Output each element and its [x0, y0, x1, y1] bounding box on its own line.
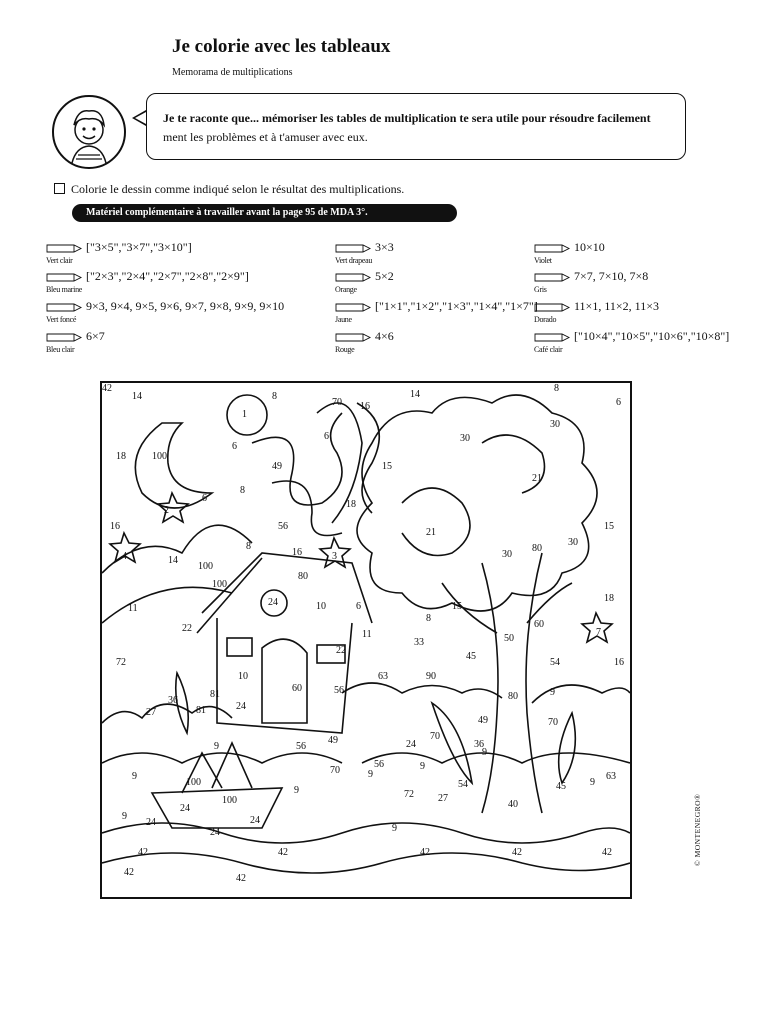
picture-number: 6 — [232, 441, 237, 452]
picture-number: 30 — [568, 537, 578, 548]
legend-color-name: Vert clair — [46, 256, 73, 265]
picture-number: 6 — [616, 397, 621, 408]
picture-number: 100 — [212, 579, 227, 590]
legend-color-name: Café clair — [534, 345, 563, 354]
pencil-icon — [534, 333, 570, 342]
picture-number: 56 — [278, 521, 288, 532]
legend-color-name: Dorado — [534, 315, 557, 324]
picture-number: 8 — [272, 391, 277, 402]
picture-number: 54 — [458, 779, 468, 790]
picture-number: 9 — [132, 771, 137, 782]
picture-number: 49 — [272, 461, 282, 472]
pencil-icon — [335, 333, 371, 342]
picture-number: 56 — [334, 685, 344, 696]
picture-number: 45 — [466, 651, 476, 662]
picture-number: 16 — [360, 401, 370, 412]
picture-drawing — [102, 383, 630, 897]
picture-number: 27 — [438, 793, 448, 804]
picture-number: 1 — [242, 409, 247, 420]
picture-number: 9 — [122, 811, 127, 822]
picture-number: 100 — [186, 777, 201, 788]
picture-number: 16 — [292, 547, 302, 558]
picture-number: 33 — [414, 637, 424, 648]
picture-number: 10 — [316, 601, 326, 612]
picture-number: 24 — [146, 817, 156, 828]
pencil-icon — [534, 244, 570, 253]
picture-number: 24 — [210, 827, 220, 838]
picture-number: 40 — [508, 799, 518, 810]
picture-number: 90 — [426, 671, 436, 682]
picture-number: 22 — [182, 623, 192, 634]
picture-number: 8 — [240, 485, 245, 496]
picture-number: 60 — [292, 683, 302, 694]
picture-number: 42 — [102, 383, 112, 394]
picture-number: 100 — [222, 795, 237, 806]
legend-color-name: Bleu clair — [46, 345, 75, 354]
picture-number: 9 — [482, 747, 487, 758]
instruction-text: Colorie le dessin comme indiqué selon le résultat des multiplications. — [71, 182, 405, 196]
picture-number: 42 — [138, 847, 148, 858]
picture-number: 18 — [346, 499, 356, 510]
picture-number: 100 — [198, 561, 213, 572]
checkbox-icon — [54, 183, 65, 194]
picture-number: 30 — [550, 419, 560, 430]
picture-number: 27 — [146, 707, 156, 718]
picture-number: 63 — [606, 771, 616, 782]
copyright: © MONTENEGRO® — [693, 793, 702, 866]
legend-expression: ["10×4","10×5","10×6","10×8"] — [574, 329, 730, 343]
pencil-icon — [534, 303, 570, 312]
picture-number: 14 — [168, 555, 178, 566]
legend-expression: ["3×5","3×7","3×10"] — [86, 240, 192, 254]
picture-number: 30 — [460, 433, 470, 444]
picture-number: 6 — [324, 431, 329, 442]
pencil-icon — [46, 303, 82, 312]
picture-number: 72 — [116, 657, 126, 668]
picture-number: 36 — [474, 739, 484, 750]
picture-number: 18 — [116, 451, 126, 462]
picture-number: 9 — [368, 769, 373, 780]
picture-number: 42 — [278, 847, 288, 858]
legend-color-name: Rouge — [335, 345, 355, 354]
picture-number: 42 — [124, 867, 134, 878]
pencil-icon — [534, 273, 570, 282]
bubble-text-line-1: Je te raconte que... mémoriser les tables de multiplication te sera utile pour résoudre facilement — [163, 111, 651, 125]
picture-number: 100 — [152, 451, 167, 462]
legend-expression: 9×3, 9×4, 9×5, 9×6, 9×7, 9×8, 9×9, 9×10 — [86, 299, 285, 313]
picture-number: 16 — [614, 657, 624, 668]
legend-expression: ["1×1","1×2","1×3","1×4","1×7"] — [375, 299, 538, 313]
picture-number: 24 — [250, 815, 260, 826]
page-title: Je colorie avec les tableaux — [172, 36, 391, 57]
coloring-picture — [100, 381, 632, 899]
picture-number: 9 — [392, 823, 397, 834]
legend-expression: 10×10 — [574, 240, 605, 254]
picture-number: 18 — [604, 593, 614, 604]
picture-number: 60 — [534, 619, 544, 630]
pencil-icon — [46, 244, 82, 253]
picture-number: 9 — [420, 761, 425, 772]
picture-number: 9 — [550, 687, 555, 698]
legend-color-name: Orange — [335, 285, 357, 294]
legend-color-name: Jaune — [335, 315, 352, 324]
legend-color-name: Bleu marine — [46, 285, 83, 294]
picture-number: 9 — [590, 777, 595, 788]
picture-number: 7 — [596, 627, 601, 638]
picture-number: 42 — [602, 847, 612, 858]
picture-number: 8 — [246, 541, 251, 552]
picture-number: 22 — [336, 645, 346, 656]
picture-number: 56 — [296, 741, 306, 752]
legend-color-name: Gris — [534, 285, 547, 294]
picture-number: 80 — [532, 543, 542, 554]
picture-number: 50 — [504, 633, 514, 644]
picture-number: 72 — [404, 789, 414, 800]
picture-number: 70 — [548, 717, 558, 728]
bubble-text-line-2: ment les problèmes et à t'amuser avec eux. — [163, 130, 368, 144]
legend-expression: 5×2 — [375, 269, 394, 283]
picture-number: 49 — [328, 735, 338, 746]
picture-number: 15 — [452, 601, 462, 612]
picture-number: 24 — [406, 739, 416, 750]
pencil-icon — [335, 244, 371, 253]
picture-number: 81 — [210, 689, 220, 700]
picture-number: 16 — [110, 521, 120, 532]
picture-number: 11 — [362, 629, 372, 640]
picture-number: 24 — [180, 803, 190, 814]
picture-number: 4 — [122, 551, 127, 562]
boy-avatar-icon — [52, 95, 126, 169]
picture-number: 56 — [374, 759, 384, 770]
speech-bubble-tail-fill — [135, 112, 146, 124]
legend-expression: 3×3 — [375, 240, 394, 254]
picture-number: 36 — [168, 695, 178, 706]
picture-number: 3 — [332, 551, 337, 562]
picture-number: 6 — [202, 493, 207, 504]
legend-expression: 11×1, 11×2, 11×3 — [574, 299, 659, 313]
legend-expression: 4×6 — [375, 329, 394, 343]
picture-number: 49 — [478, 715, 488, 726]
picture-number: 14 — [132, 391, 142, 402]
picture-number: 24 — [236, 701, 246, 712]
picture-number: 30 — [502, 549, 512, 560]
picture-number: 80 — [298, 571, 308, 582]
legend-color-name: Vert foncé — [46, 315, 77, 324]
pencil-icon — [335, 273, 371, 282]
picture-number: 21 — [426, 527, 436, 538]
picture-number: 54 — [550, 657, 560, 668]
picture-number: 63 — [378, 671, 388, 682]
picture-number: 24 — [268, 597, 278, 608]
picture-number: 42 — [512, 847, 522, 858]
page-subtitle: Memorama de multiplications — [172, 67, 293, 78]
picture-number: 9 — [214, 741, 219, 752]
picture-number: 15 — [604, 521, 614, 532]
legend-color-name: Vert drapeau — [335, 256, 373, 265]
legend-expression: 6×7 — [86, 329, 105, 343]
picture-number: 45 — [556, 781, 566, 792]
pencil-icon — [335, 303, 371, 312]
picture-number: 6 — [356, 601, 361, 612]
legend-color-name: Violet — [534, 256, 552, 265]
picture-number: 42 — [236, 873, 246, 884]
legend-expression: 7×7, 7×10, 7×8 — [574, 269, 649, 283]
banner: Matériel complémentaire à travailler avant la page 95 de MDA 3°. — [72, 204, 457, 222]
picture-number: 70 — [430, 731, 440, 742]
picture-number: 9 — [294, 785, 299, 796]
picture-number: 8 — [554, 383, 559, 394]
picture-number: 21 — [532, 473, 542, 484]
picture-number: 70 — [330, 765, 340, 776]
speech-bubble — [146, 93, 686, 160]
legend-expression: ["2×3","2×4","2×7","2×8","2×9"] — [86, 269, 249, 283]
pencil-icon — [46, 273, 82, 282]
picture-number: 80 — [508, 691, 518, 702]
picture-number: 2 — [164, 505, 169, 516]
picture-number: 11 — [128, 603, 138, 614]
picture-number: 8 — [426, 613, 431, 624]
instruction — [54, 182, 404, 197]
picture-number: 42 — [420, 847, 430, 858]
picture-number: 10 — [238, 671, 248, 682]
picture-number: 81 — [196, 705, 206, 716]
picture-number: 15 — [382, 461, 392, 472]
picture-number: 14 — [410, 389, 420, 400]
picture-number: 70 — [332, 397, 342, 408]
pencil-icon — [46, 333, 82, 342]
